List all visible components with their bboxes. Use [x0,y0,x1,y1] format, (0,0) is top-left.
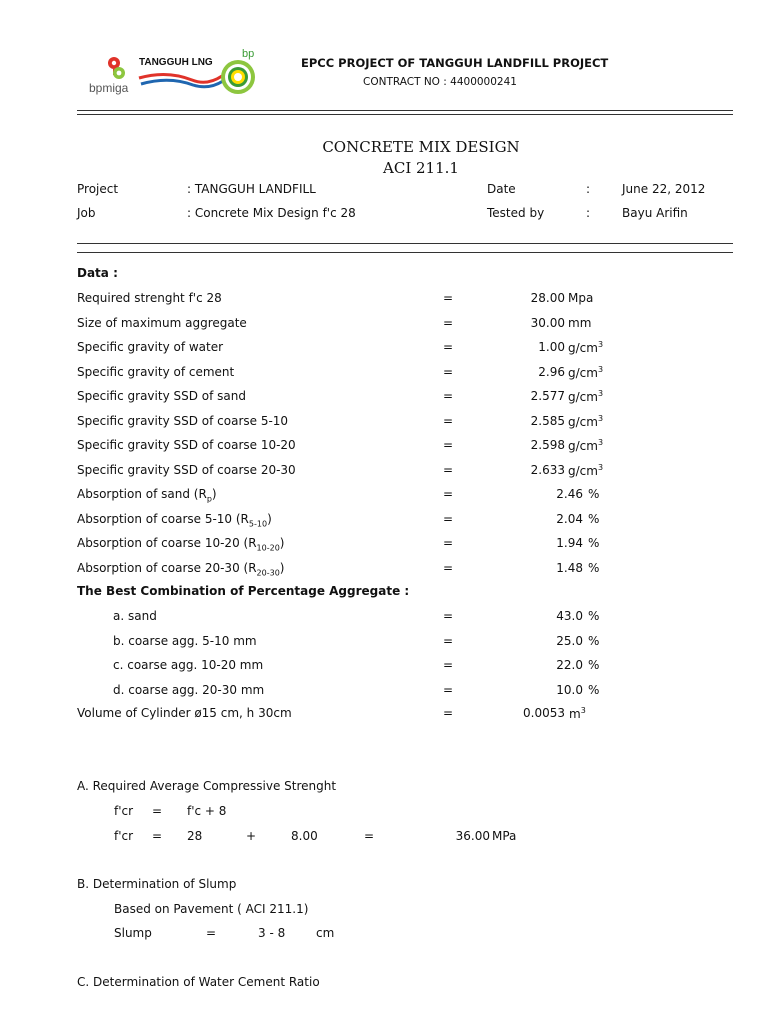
combination-row-unit: % [588,634,600,648]
fcr-row2-fc: 28 [187,829,203,843]
combination-row-label: d. coarse agg. 20-30 mm [113,683,265,697]
volume-label: Volume of Cylinder ø15 cm, h 30cm [77,706,292,720]
project-value: : TANGGUH LANDFILL [187,182,316,196]
combination-row-label: c. coarse agg. 10-20 mm [113,658,264,672]
data-heading: Data : [77,266,118,280]
slump-value: 3 - 8 [258,926,286,940]
data-row-eq: = [443,340,454,354]
fcr-row2-label: f'cr [114,829,134,843]
data-row-label: Required strenght f'c 28 [77,291,222,305]
data-row-unit: $g/cm^3$ [568,340,604,355]
fcr-row2-eq2: = [364,829,375,843]
data-row-unit: $g/cm^3$ [568,414,604,429]
header-divider [77,114,733,115]
data-row-unit: $g/cm^3$ [568,389,604,404]
tested-by-colon: : [586,206,591,220]
fcr-row2-eq: = [152,829,163,843]
document-title: CONCRETE MIX DESIGN [322,138,520,156]
data-row-label: Specific gravity SSD of coarse 5-10 [77,414,289,428]
data-row-label: Specific gravity of water [77,340,224,354]
slump-basis: Based on Pavement ( ACI 211.1) [114,902,309,916]
data-row-unit: % [588,512,600,526]
fcr-row1-label: f'cr [114,804,134,818]
data-row-value: 2.633 [530,463,565,477]
data-row-unit: % [588,536,600,550]
data-row-value: 1.00 [538,340,565,354]
combination-row-label: a. sand [113,609,157,623]
fcr-row2-plus: + [246,829,257,843]
data-row-value: 2.577 [530,389,565,403]
volume-unit: $m^3$ [569,706,586,721]
bp-logo-text: bp [242,48,255,60]
combination-row-eq: = [443,683,454,697]
data-row-value: 28.00 [530,291,565,305]
fcr-row1-expr: f'c + 8 [187,804,227,818]
data-row-unit: $g/cm^3$ [568,365,604,380]
data-row-value: 2.585 [530,414,565,428]
data-row-unit: $g/cm^3$ [568,463,604,478]
combination-row-unit: % [588,658,600,672]
data-row-label: Specific gravity of cement [77,365,235,379]
bp-helios-icon [219,58,257,99]
combination-row-label: b. coarse agg. 5-10 mm [113,634,257,648]
fcr-row2-unit: MPa [492,829,517,843]
data-row-eq: = [443,463,454,477]
combination-row-unit: % [588,609,600,623]
fcr-row1-eq: = [152,804,163,818]
data-row-unit: % [588,561,600,575]
fcr-row2-value: 36.00 [455,829,490,843]
data-row-label: Absorption of coarse 20-30 $(R_{20-30})$ [77,561,285,578]
date-colon: : [586,182,591,196]
data-row-label: Specific gravity SSD of coarse 10-20 [77,438,296,452]
combination-row-value: 10.0 [556,683,583,697]
combination-row-unit: % [588,683,600,697]
data-row-value: 2.46 [556,487,583,501]
section-a-title: A. Required Average Compressive Strenght [77,779,337,793]
header-contract: CONTRACT NO : 4400000241 [363,76,517,88]
volume-value: 0.0053 [523,706,565,720]
tangguh-swoosh-icon [137,68,227,95]
combination-heading: The Best Combination of Percentage Aggregate : [77,584,410,598]
data-row-eq: = [443,291,454,305]
data-row-label: Absorption of coarse 5-10 $(R_{5-10})$ [77,512,272,529]
info-divider [77,243,733,244]
data-row-unit: $g/cm^3$ [568,438,604,453]
project-label: Project [77,182,119,196]
date-label: Date [487,182,516,196]
data-row-eq: = [443,536,454,550]
document-subtitle: ACI 211.1 [383,159,459,177]
data-row-label: Specific gravity SSD of coarse 20-30 [77,463,296,477]
slump-unit: cm [316,926,335,940]
data-row-label: Size of maximum aggregate [77,316,247,330]
job-label: Job [77,206,96,220]
tangguh-logo-text: TANGGUH LNG [139,57,213,68]
data-row-eq: = [443,389,454,403]
combination-row-value: 43.0 [556,609,583,623]
data-row-value: 2.04 [556,512,583,526]
data-row-eq: = [443,512,454,526]
data-row-eq: = [443,438,454,452]
combination-row-eq: = [443,609,454,623]
combination-row-eq: = [443,634,454,648]
data-row-label: Specific gravity SSD of sand [77,389,246,403]
job-value: : Concrete Mix Design f'c 28 [187,206,356,220]
info-divider [77,252,733,253]
header-title: EPCC PROJECT OF TANGGUH LANDFILL PROJECT [301,56,609,70]
combination-row-value: 22.0 [556,658,583,672]
tested-by-value: Bayu Arifin [622,206,688,220]
combination-row-value: 25.0 [556,634,583,648]
volume-eq: = [443,706,454,720]
section-b-title: B. Determination of Slump [77,877,237,891]
data-row-unit: mm [568,316,592,330]
data-row-eq: = [443,414,454,428]
bpmiga-logo-text: bpmiga [89,81,129,95]
data-row-unit: Mpa [568,291,594,305]
data-row-value: 1.48 [556,561,583,575]
slump-eq: = [206,926,217,940]
combination-row-eq: = [443,658,454,672]
data-row-eq: = [443,487,454,501]
fcr-row2-margin: 8.00 [291,829,318,843]
data-row-eq: = [443,365,454,379]
tested-by-label: Tested by [487,206,545,220]
data-row-eq: = [443,561,454,575]
header-divider [77,110,733,111]
slump-label: Slump [114,926,152,940]
data-row-eq: = [443,316,454,330]
data-row-value: 2.598 [530,438,565,452]
data-row-unit: % [588,487,600,501]
data-row-value: 30.00 [530,316,565,330]
data-row-value: 2.96 [538,365,565,379]
data-row-label: Absorption of sand $(R_p)$ [77,487,217,504]
date-value: June 22, 2012 [622,182,706,196]
data-row-value: 1.94 [556,536,583,550]
section-c-title: C. Determination of Water Cement Ratio [77,975,320,989]
data-row-label: Absorption of coarse 10-20 $(R_{10-20})$ [77,536,285,553]
